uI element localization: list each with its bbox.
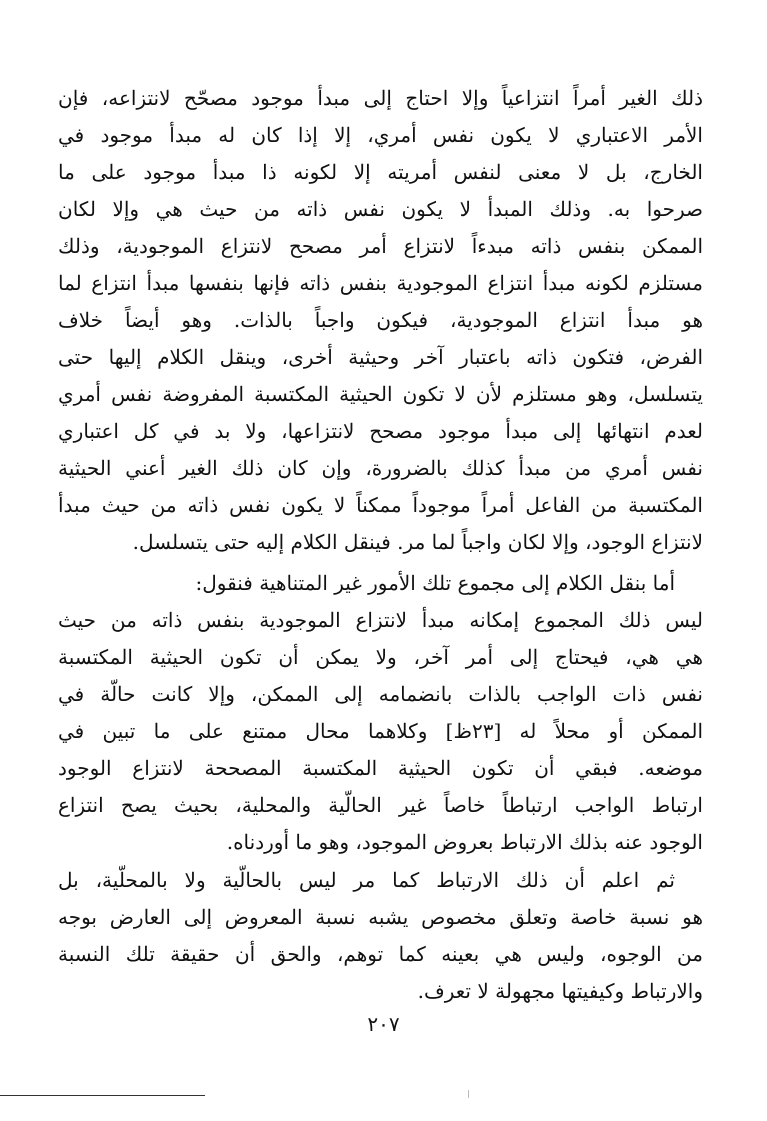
text-line: ارتباط الواجب ارتباطاً خاصاً غير الحالّية والمحلية، بحيث يصح انتزاع [58,793,703,817]
paragraph-3 [58,862,703,1010]
text-line: موضعه. فبقي أن تكون الحيثية المكتسبة المصححة لانتزاع الوجود [58,756,703,780]
paragraph-1 [58,80,703,561]
text-line: والارتباط وكيفيتها مجهولة لا تعرف. [417,979,703,1003]
text-line: هي هي، فيحتاج إلى أمر آخر، ولا يمكن أن تكون الحيثية المكتسبة [58,645,703,669]
text-line: لانتزاع الوجود، وإلا لكان واجباً لما مر. فينقل الكلام إليه حتى يتسلسل. [132,530,703,554]
text-line: لعدم انتهائها إلى مبدأ موجود مصحح لانتزاعها، ولا بد في كل اعتباري [58,419,703,443]
text-line: الممكن بنفس ذاته مبدءاً لانتزاع أمر مصحح لانتزاع الموجودية، وذلك [58,234,703,258]
text-line: ذلك الغير أمراً انتزاعياً وإلا احتاج إلى مبدأ موجود مصحّح لانتزاعه، فإن [58,86,703,110]
paragraph-2 [58,565,703,861]
text-line: أما بنقل الكلام إلى مجموع تلك الأمور غير المتناهية فنقول: [195,571,675,595]
text-line: الأمر الاعتباري لا يكون نفس أمري، إلا إذا كان له مبدأ موجود في [58,123,703,147]
text-line: الفرض، فتكون ذاته باعتبار آخر وحيثية أخرى، وينقل الكلام إليها حتى [58,345,703,369]
text-line: هو مبدأ انتزاع الموجودية، فيكون واجباً بالذات. وهو أيضاً خلاف [58,308,703,332]
text-line: هو نسبة خاصة وتعلق مخصوص يشبه نسبة المعروض إلى العارض بوجه [58,905,703,929]
text-line: الوجود عنه بذلك الارتباط بعروض الموجود، وهو ما أوردناه. [226,830,703,854]
scan-mark [468,1090,469,1098]
text-line: يتسلسل، وهو مستلزم لأن لا تكون الحيثية المكتسبة المفروضة نفس أمري [58,382,703,406]
page-number: ٢٠٧ [367,1012,400,1036]
text-line: الخارج، بل لا معنى لنفس أمريته إلا لكونه ذا مبدأ موجود على ما [58,160,703,184]
text-line: ليس ذلك المجموع إمكانه مبدأ لانتزاع الموجودية بنفس ذاته من حيث [58,608,703,632]
text-line: نفس ذات الواجب بالذات بانضمامه إلى الممكن، وإلا كانت حالّة في [58,682,703,706]
text-line: الممكن أو محلاً له [٢٣ظ] وكلاهما محال ممتنع على ما تبين في [58,719,703,743]
text-line: نفس أمري من مبدأ كذلك بالضرورة، وإن كان ذلك الغير أعني الحيثية [58,456,703,480]
footer-rule [0,1095,205,1096]
text-line: المكتسبة من الفاعل أمراً موجوداً ممكناً لا يكون نفس ذاته من حيث مبدأ [58,493,703,517]
text-line: من الوجوه، وليس هي بعينه كما توهم، والحق أن حقيقة تلك النسبة [58,942,703,966]
text-line: مستلزم لكونه مبدأ انتزاع الموجودية بنفس ذاته فإنها بنفسها مبدأ انتزاع لما [58,271,703,295]
text-line: ثم اعلم أن ذلك الارتباط كما مر ليس بالحالّية ولا بالمحلّية، بل [58,868,675,892]
text-line: صرحوا به. وذلك المبدأ لا يكون نفس ذاته من حيث هي وإلا لكان [58,197,703,221]
